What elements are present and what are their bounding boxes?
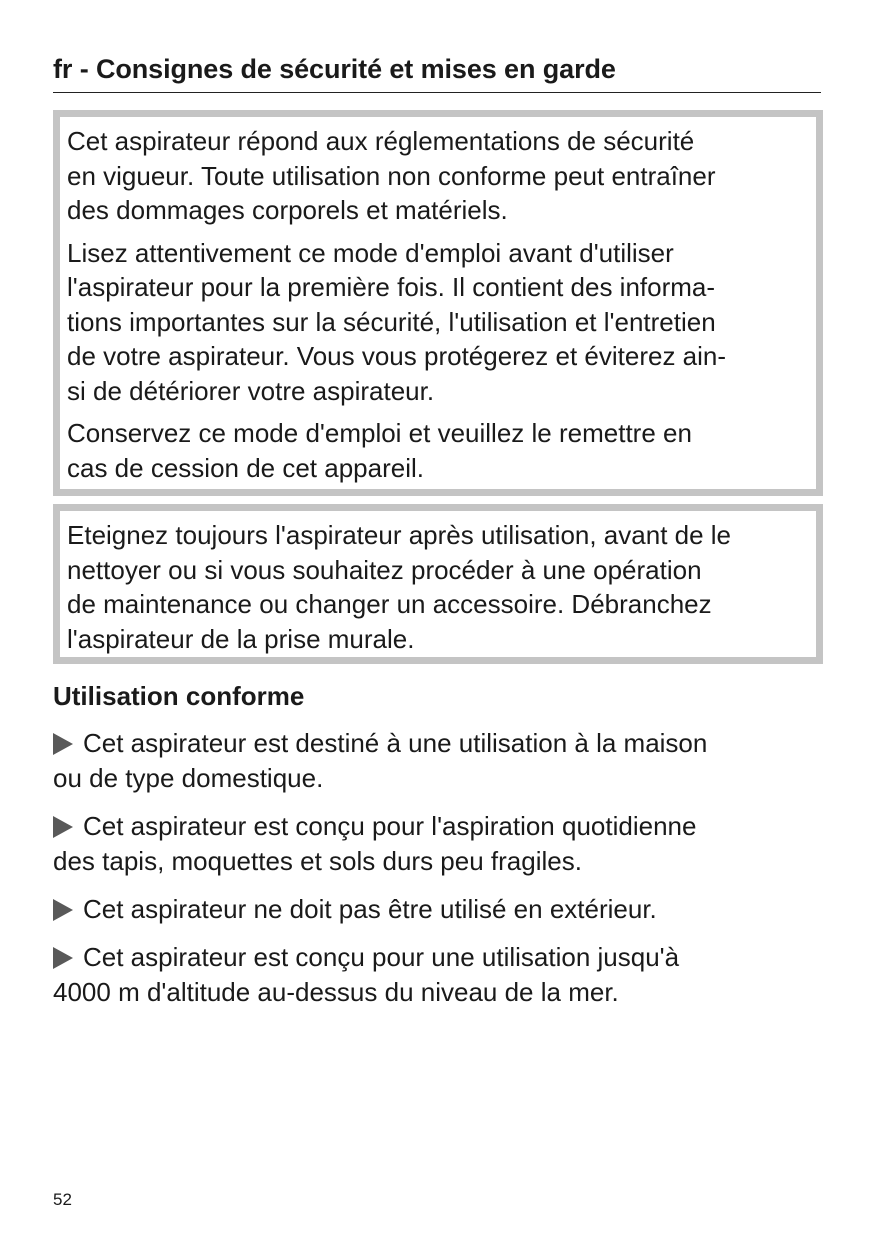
text-line: l'aspirateur de la prise murale. [67, 623, 415, 654]
bullet-line [53, 809, 696, 844]
text-line: tions importantes sur la sécurité, l'utilisation et l'entretien [67, 306, 716, 337]
text-line: cas de cession de cet appareil. [67, 452, 424, 483]
notice-paragraph [67, 236, 816, 409]
text-line: nettoyer ou si vous souhaitez procéder à une opération [67, 554, 702, 585]
unplug-notice-box [53, 504, 823, 664]
bullet-text: Cet aspirateur ne doit pas être utilisé en extérieur. [83, 894, 657, 924]
text-line: Conservez ce mode d'emploi et veuillez le remettre en [67, 418, 692, 448]
text-line: l'aspirateur pour la première fois. Il contient des informa- [67, 272, 716, 302]
page-title: fr - Consignes de sécurité et mises en garde [53, 54, 616, 84]
page-header [53, 52, 821, 93]
bullet-line: 4000 m d'altitude au-dessus du niveau de la mer. [53, 976, 619, 1007]
bullet-text: Cet aspirateur est conçu pour l'aspiration quotidienne [83, 811, 697, 841]
notice-paragraph [67, 518, 816, 656]
text-line: si de détériorer votre aspirateur. [67, 375, 435, 406]
triangle-right-icon [53, 733, 73, 755]
bullet-line: des tapis, moquettes et sols durs peu fragiles. [53, 845, 582, 876]
bullet-text: Cet aspirateur est destiné à une utilisation à la maison [83, 728, 708, 758]
notice-paragraph [67, 124, 816, 228]
bullet-text: Cet aspirateur est conçu pour une utilisation jusqu'à [83, 942, 680, 972]
bullet-item [53, 940, 679, 1009]
bullet-line [53, 940, 679, 975]
section-heading: Utilisation conforme [53, 681, 305, 711]
text-line: de votre aspirateur. Vous vous protégerez et éviterez ain- [67, 341, 727, 371]
text-line: de maintenance ou changer un accessoire. Débranchez [67, 589, 712, 619]
bullet-line [53, 726, 707, 761]
triangle-right-icon [53, 947, 73, 969]
text-line: en vigueur. Toute utilisation non conforme peut entraîner [67, 160, 716, 191]
triangle-right-icon [53, 899, 73, 921]
text-line: des dommages corporels et matériels. [67, 195, 508, 225]
text-line: Eteignez toujours l'aspirateur après utilisation, avant de le [67, 520, 732, 550]
bullet-item [53, 726, 707, 795]
page-number: 52 [53, 1190, 72, 1209]
bullet-line [53, 892, 657, 927]
text-line: Cet aspirateur répond aux réglementations de sécurité [67, 126, 695, 156]
bullet-item [53, 892, 657, 927]
triangle-right-icon [53, 816, 73, 838]
bullet-item [53, 809, 696, 878]
text-line: Lisez attentivement ce mode d'emploi avant d'utiliser [67, 237, 674, 268]
notice-paragraph [67, 416, 816, 485]
safety-notice-box [53, 110, 823, 496]
bullet-line: ou de type domestique. [53, 762, 324, 793]
